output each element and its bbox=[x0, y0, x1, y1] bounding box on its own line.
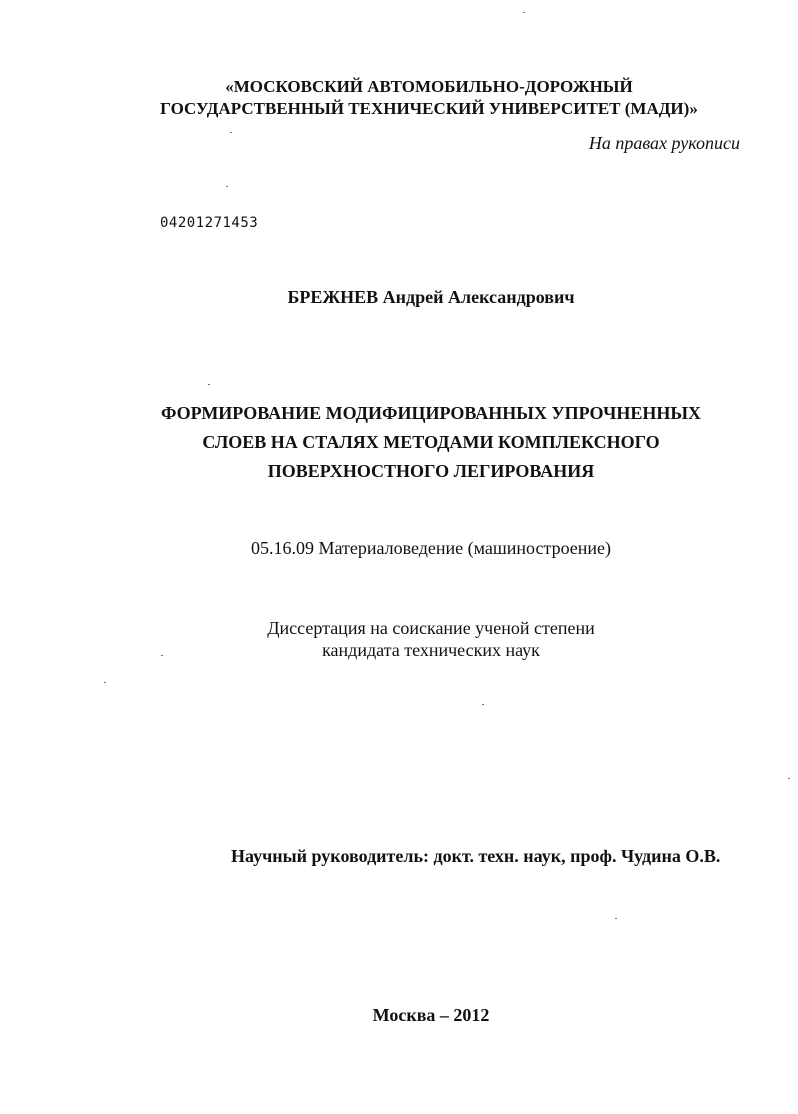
institution-name bbox=[30, 76, 798, 120]
dissertation-title bbox=[32, 399, 798, 486]
institution-line-1: «МОСКОВСКИЙ АВТОМОБИЛЬНО-ДОРОЖНЫЙ bbox=[225, 77, 633, 96]
scan-speck bbox=[208, 384, 210, 385]
scan-speck bbox=[615, 918, 617, 919]
institution-line-2: ГОСУДАРСТВЕННЫЙ ТЕХНИЧЕСКИЙ УНИВЕРСИТЕТ (МАДИ)» bbox=[160, 99, 698, 118]
scan-speck bbox=[230, 132, 232, 133]
scan-speck bbox=[482, 704, 484, 705]
scan-speck bbox=[161, 655, 163, 656]
degree-line-1: Диссертация на соискание ученой степени bbox=[267, 618, 595, 638]
title-line-3: ПОВЕРХНОСТНОГО ЛЕГИРОВАНИЯ bbox=[267, 461, 595, 481]
scan-speck bbox=[104, 682, 106, 683]
title-line-1: ФОРМИРОВАНИЕ МОДИФИЦИРОВАННЫХ УПРОЧНЕННЫХ bbox=[160, 403, 702, 423]
scan-speck bbox=[788, 778, 790, 779]
author-name: БРЕЖНЕВ Андрей Александрович bbox=[287, 287, 575, 307]
scientific-supervisor: Научный руководитель: докт. техн. наук, проф. Чудина О.В. bbox=[231, 846, 721, 866]
specialty-code: 05.16.09 Материаловедение (машиностроение) bbox=[250, 538, 612, 558]
title-line-2: СЛОЕВ НА СТАЛЯХ МЕТОДАМИ КОМПЛЕКСНОГО bbox=[202, 432, 660, 452]
degree-statement bbox=[32, 617, 798, 661]
scan-speck bbox=[226, 186, 228, 187]
catalog-number: 04201271453 bbox=[160, 215, 259, 231]
degree-line-2: кандидата технических наук bbox=[322, 640, 540, 660]
city-and-year: Москва – 2012 bbox=[372, 1005, 490, 1025]
manuscript-note: На правах рукописи bbox=[588, 133, 740, 153]
scan-speck bbox=[523, 12, 525, 13]
